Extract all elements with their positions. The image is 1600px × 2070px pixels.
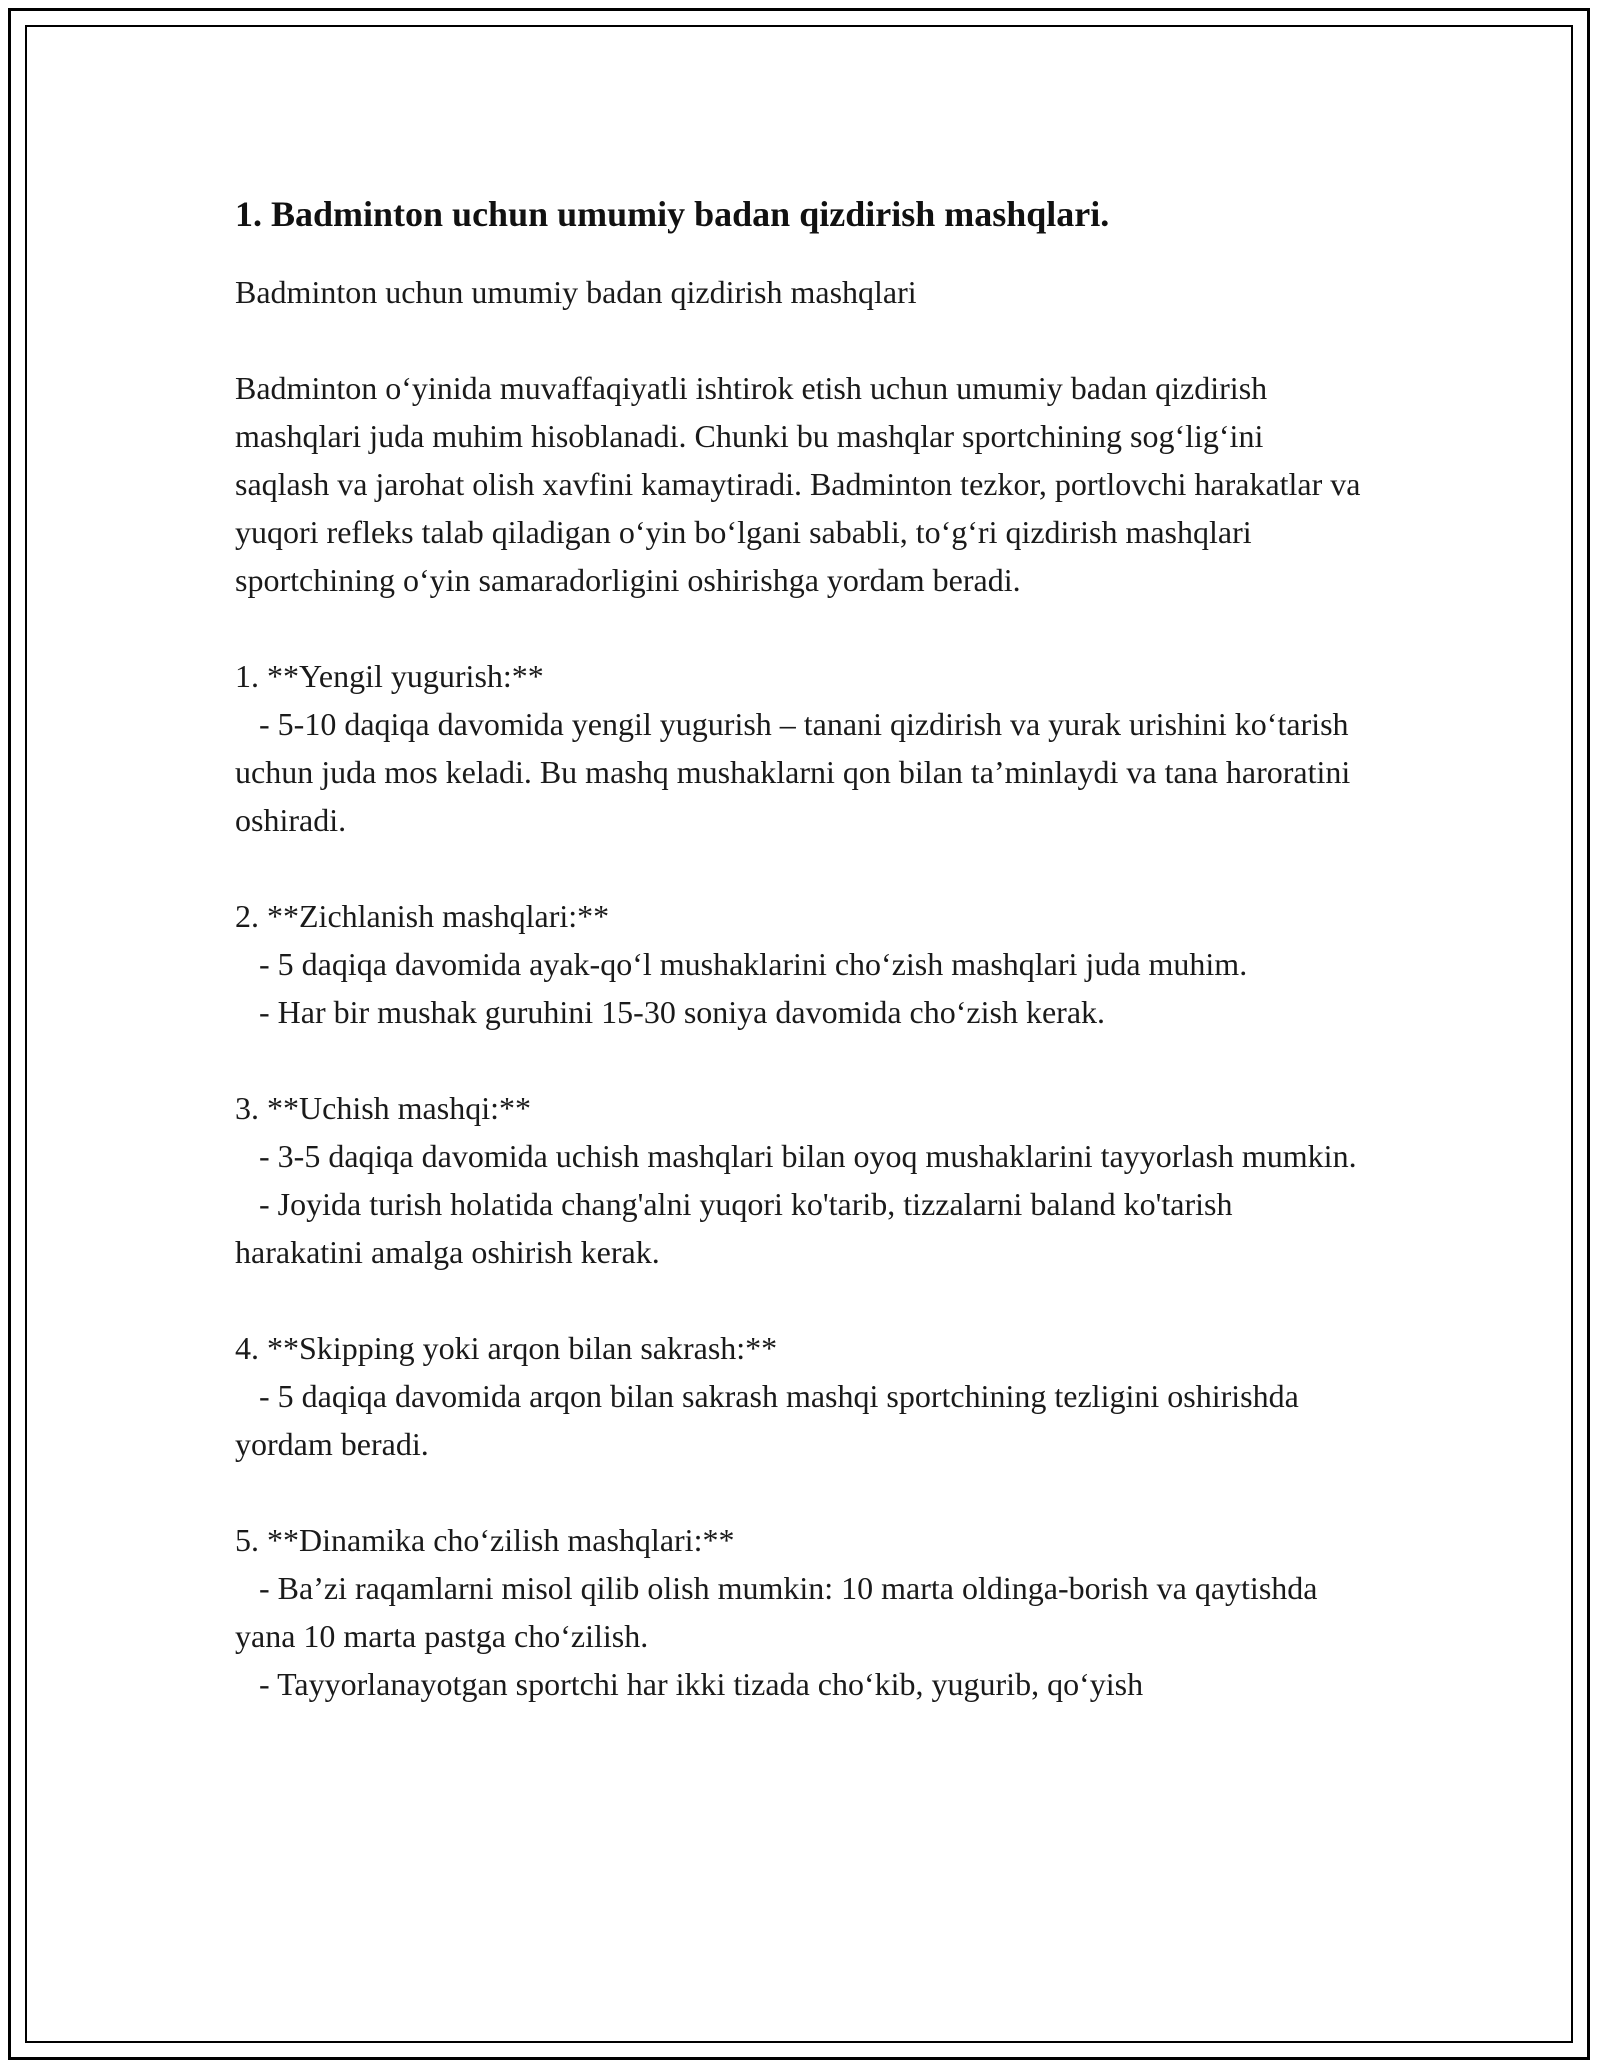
section-bullet: - 5 daqiqa davomida arqon bilan sakrash mashqi sportchining tezligini oshirishda yordam beradi. (235, 1378, 1307, 1462)
section-3 (235, 1084, 1365, 1276)
section-heading: 3. **Uchish mashqi:** (235, 1090, 531, 1126)
section-heading: 2. **Zichlanish mashqlari:** (235, 898, 610, 934)
intro-paragraph: Badminton o‘yinida muvaffaqiyatli ishtirok etish uchun umumiy badan qizdirish mashqlari juda muhim hisoblanadi. Chunki bu mashqlar sportchining sog‘lig‘ini saqlash va jarohat olish xavfini kamaytiradi. Badminton tezkor, portlovchi harakatlar va yuqori refleks talab qiladigan o‘yin bo‘lgani sababli, to‘g‘ri qizdirish mashqlari sportchining o‘yin samaradorligini oshirishga yordam beradi. (235, 370, 1361, 598)
section-bullet: - Joyida turish holatida chang'alni yuqori ko'tarib, tizzalarni baland ko'tarish harakatini amalga oshirish kerak. (235, 1186, 1241, 1270)
section-1 (235, 652, 1365, 844)
section-heading: 5. **Dinamika cho‘zilish mashqlari:** (235, 1522, 735, 1558)
section-bullet: - 5-10 daqiqa davomida yengil yugurish – tanani qizdirish va yurak urishini ko‘tarish uchun juda mos keladi. Bu mashq mushaklarni qon bilan ta’minlaydi va tana haroratini oshiradi. (235, 706, 1359, 838)
document-body (235, 190, 1365, 1756)
section-bullet: - 3-5 daqiqa davomida uchish mashqlari bilan oyoq mushaklarini tayyorlash mumkin. (235, 1138, 1357, 1174)
section-heading: 4. **Skipping yoki arqon bilan sakrash:** (235, 1330, 778, 1366)
document-title: 1. Badminton uchun umumiy badan qizdirish mashqlari. (235, 194, 1110, 234)
section-bullet: - Ba’zi raqamlarni misol qilib olish mumkin: 10 marta oldinga-borish va qaytishda yana 10 marta pastga cho‘zilish. (235, 1570, 1326, 1654)
section-2 (235, 892, 1365, 1036)
section-bullet: - Tayyorlanayotgan sportchi har ikki tizada cho‘kib, yugurib, qo‘yish (235, 1666, 1144, 1702)
section-4 (235, 1324, 1365, 1468)
section-5 (235, 1516, 1365, 1708)
section-bullet: - Har bir mushak guruhini 15-30 soniya davomida cho‘zish kerak. (235, 994, 1106, 1030)
section-heading: 1. **Yengil yugurish:** (235, 658, 544, 694)
section-bullet: - 5 daqiqa davomida ayak-qo‘l mushaklarini cho‘zish mashqlari juda muhim. (235, 946, 1248, 982)
document-subtitle: Badminton uchun umumiy badan qizdirish mashqlari (235, 274, 917, 310)
